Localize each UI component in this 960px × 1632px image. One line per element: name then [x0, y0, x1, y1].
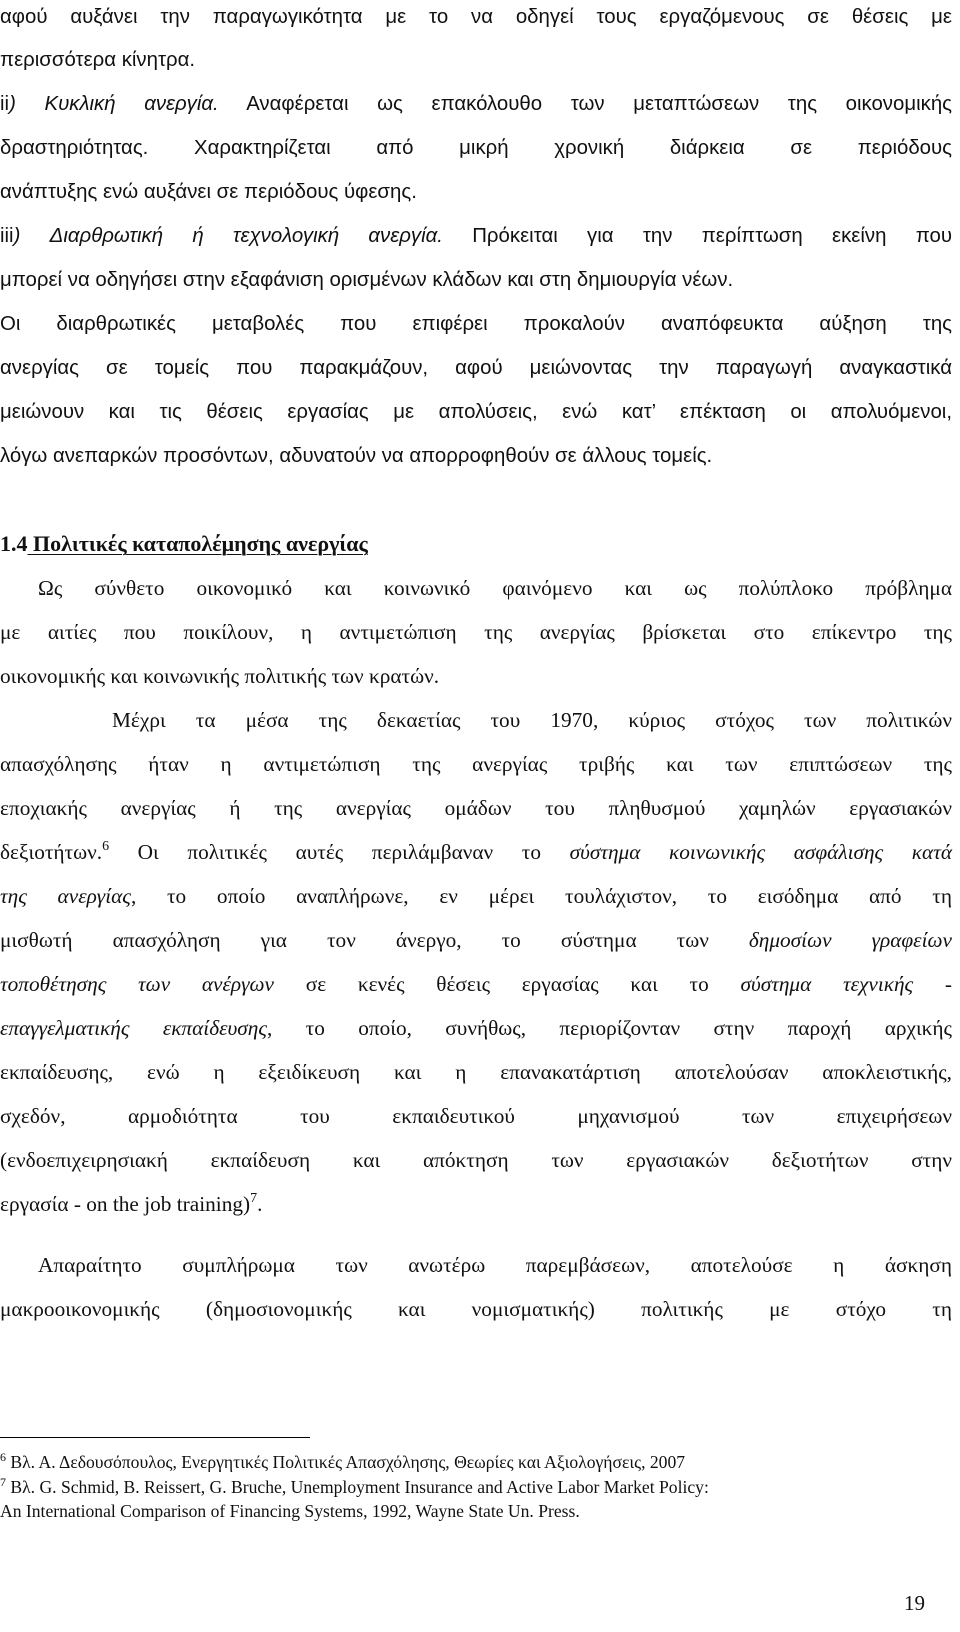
- text-run: Οι πολιτικές αυτές περιλάμβαναν το: [109, 840, 570, 864]
- paragraph-line: [0, 881, 952, 911]
- paragraph-line: [0, 969, 952, 999]
- paragraph-line: σχεδόν, αρμοδιότητα του εκπαιδευτικού μηχανισμού των επιχειρήσεων: [0, 1104, 952, 1128]
- section-title: Πολιτικές καταπολέμησης ανεργίας: [27, 531, 368, 556]
- text-run: , το οποίο, συνήθως, περιορίζονταν στην παροχή αρχικής: [266, 1016, 952, 1040]
- footnote-ref[interactable]: 6: [102, 839, 110, 854]
- list-item-text: Πρόκειται για την περίπτωση εκείνη που: [442, 225, 952, 247]
- footnote-text: Βλ. G. Schmid, B. Reissert, G. Bruche, Unemployment Insurance and Active Labor Market Policy:: [6, 1477, 709, 1497]
- italic-term: επαγγελματικής εκπαίδευσης: [0, 1016, 267, 1040]
- paragraph-line: απασχόλησης ήταν η αντιμετώπιση της ανεργίας τριβής και των επιπτώσεων της: [0, 752, 952, 776]
- footnote-ref[interactable]: 7: [250, 1191, 258, 1206]
- paragraph-line: με αιτίες που ποικίλουν, η αντιμετώπιση της ανεργίας βρίσκεται στο επίκεντρο της: [0, 620, 952, 644]
- text-run: -: [913, 972, 953, 996]
- list-item-text: Αναφέρεται ως επακόλουθο των μεταπτώσεων της οικονομικής: [218, 93, 952, 115]
- footnote-continuation: An International Comparison of Financing Systems, 1992, Wayne State Un. Press.: [0, 1501, 580, 1521]
- italic-term: της ανεργίας: [0, 884, 131, 908]
- paragraph-line: εποχιακής ανεργίας ή της ανεργίας ομάδων του πληθυσμού χαμηλών εργασιακών: [0, 796, 952, 820]
- paragraph-line: Οι διαρθρωτικές μεταβολές που επιφέρει προκαλούν αναπόφευκτα αύξηση της: [0, 313, 952, 335]
- paragraph-line: μακροοικονομικής (δημοσιονομικής και νομισματικής) πολιτικής με στόχο τη: [0, 1297, 952, 1321]
- paragraph-line: (ενδοεπιχειρησιακή εκπαίδευση και απόκτηση των εργασιακών δεξιοτήτων στην: [0, 1148, 952, 1172]
- footnote-7: [0, 1475, 952, 1499]
- paragraph-line: [0, 925, 952, 955]
- list-item-ii: [0, 89, 952, 119]
- paragraph-line: ανάπτυξης ενώ αυξάνει σε περιόδους ύφεσης.: [0, 181, 417, 203]
- paragraph-line: Ως σύνθετο οικονομικό και κοινωνικό φαινόμενο και ως πολύπλοκο πρόβλημα: [38, 576, 952, 600]
- list-marker: iii: [0, 225, 14, 247]
- footnote-separator: [0, 1437, 310, 1438]
- text-run: μισθωτή απασχόληση για τον άνεργο, το σύστημα των: [0, 928, 749, 952]
- section-heading: [0, 529, 952, 559]
- list-marker: ii: [0, 93, 10, 115]
- paragraph-line: λόγω ανεπαρκών προσόντων, αδυνατούν να απορροφηθούν σε άλλους τομείς.: [0, 445, 713, 467]
- italic-term: σύστημα τεχνικής: [740, 972, 914, 996]
- text-run: σε κενές θέσεις εργασίας και το: [274, 972, 741, 996]
- footnote-6: [0, 1450, 952, 1474]
- paragraph-line: [0, 1013, 952, 1043]
- footnote-number: 7: [0, 1475, 6, 1489]
- italic-term: δημοσίων γραφείων: [748, 928, 952, 952]
- paragraph-line: μπορεί να οδηγήσει στην εξαφάνιση ορισμένων κλάδων και στη δημιουργία νέων.: [0, 269, 734, 291]
- page-number: 19: [904, 1591, 925, 1615]
- footnote-text: Βλ. Α. Δεδουσόπουλος, Ενεργητικές Πολιτικές Απασχόλησης, Θεωρίες και Αξιολογήσεις, 2007: [6, 1452, 686, 1472]
- paragraph-line: Απαραίτητο συμπλήρωμα των ανωτέρω παρεμβάσεων, αποτελούσε η άσκηση: [38, 1253, 952, 1277]
- paragraph-line: οικονομικής και κοινωνικής πολιτικής των κρατών.: [0, 664, 440, 688]
- text-run: , το οποίο αναπλήρωνε, εν μέρει τουλάχιστον, το εισόδημα από τη: [130, 884, 952, 908]
- list-item-title: ) Κυκλική ανεργία.: [9, 93, 219, 115]
- section-number: 1.4: [0, 531, 28, 556]
- text-run: δεξιοτήτων.: [0, 840, 103, 864]
- paragraph-line: περισσότερα κίνητρα.: [0, 49, 196, 71]
- paragraph-line: δραστηριότητας. Χαρακτηρίζεται από μικρή χρονική διάρκεια σε περιόδους: [0, 137, 952, 159]
- paragraph-line: ανεργίας σε τομείς που παρακμάζουν, αφού μειώνοντας την παραγωγή αναγκαστικά: [0, 357, 952, 379]
- paragraph-line: [0, 837, 952, 867]
- paragraph-line: εκπαίδευσης, ενώ η εξειδίκευση και η επανακατάρτιση αποτελούσαν αποκλειστικής,: [0, 1060, 952, 1084]
- list-item-iii: [0, 221, 952, 251]
- list-item-title: ) Διαρθρωτική ή τεχνολογική ανεργία.: [13, 225, 443, 247]
- italic-term: τοποθέτησης των ανέργων: [0, 972, 275, 996]
- paragraph-line: Μέχρι τα μέσα της δεκαετίας του 1970, κύριος στόχος των πολιτικών: [112, 708, 952, 732]
- text-run: .: [257, 1192, 263, 1216]
- italic-term: σύστημα κοινωνικής ασφάλισης κατά: [569, 840, 952, 864]
- paragraph-line: [0, 1189, 952, 1219]
- paragraph-line: αφού αυξάνει την παραγωγικότητα με το να οδηγεί τους εργαζόμενους σε θέσεις με: [0, 6, 952, 28]
- text-run: εργασία - on the job training): [0, 1192, 251, 1216]
- paragraph-line: μειώνουν και τις θέσεις εργασίας με απολύσεις, ενώ κατ’ επέκταση οι απολυόμενοι,: [0, 401, 952, 423]
- footnote-number: 6: [0, 1450, 6, 1464]
